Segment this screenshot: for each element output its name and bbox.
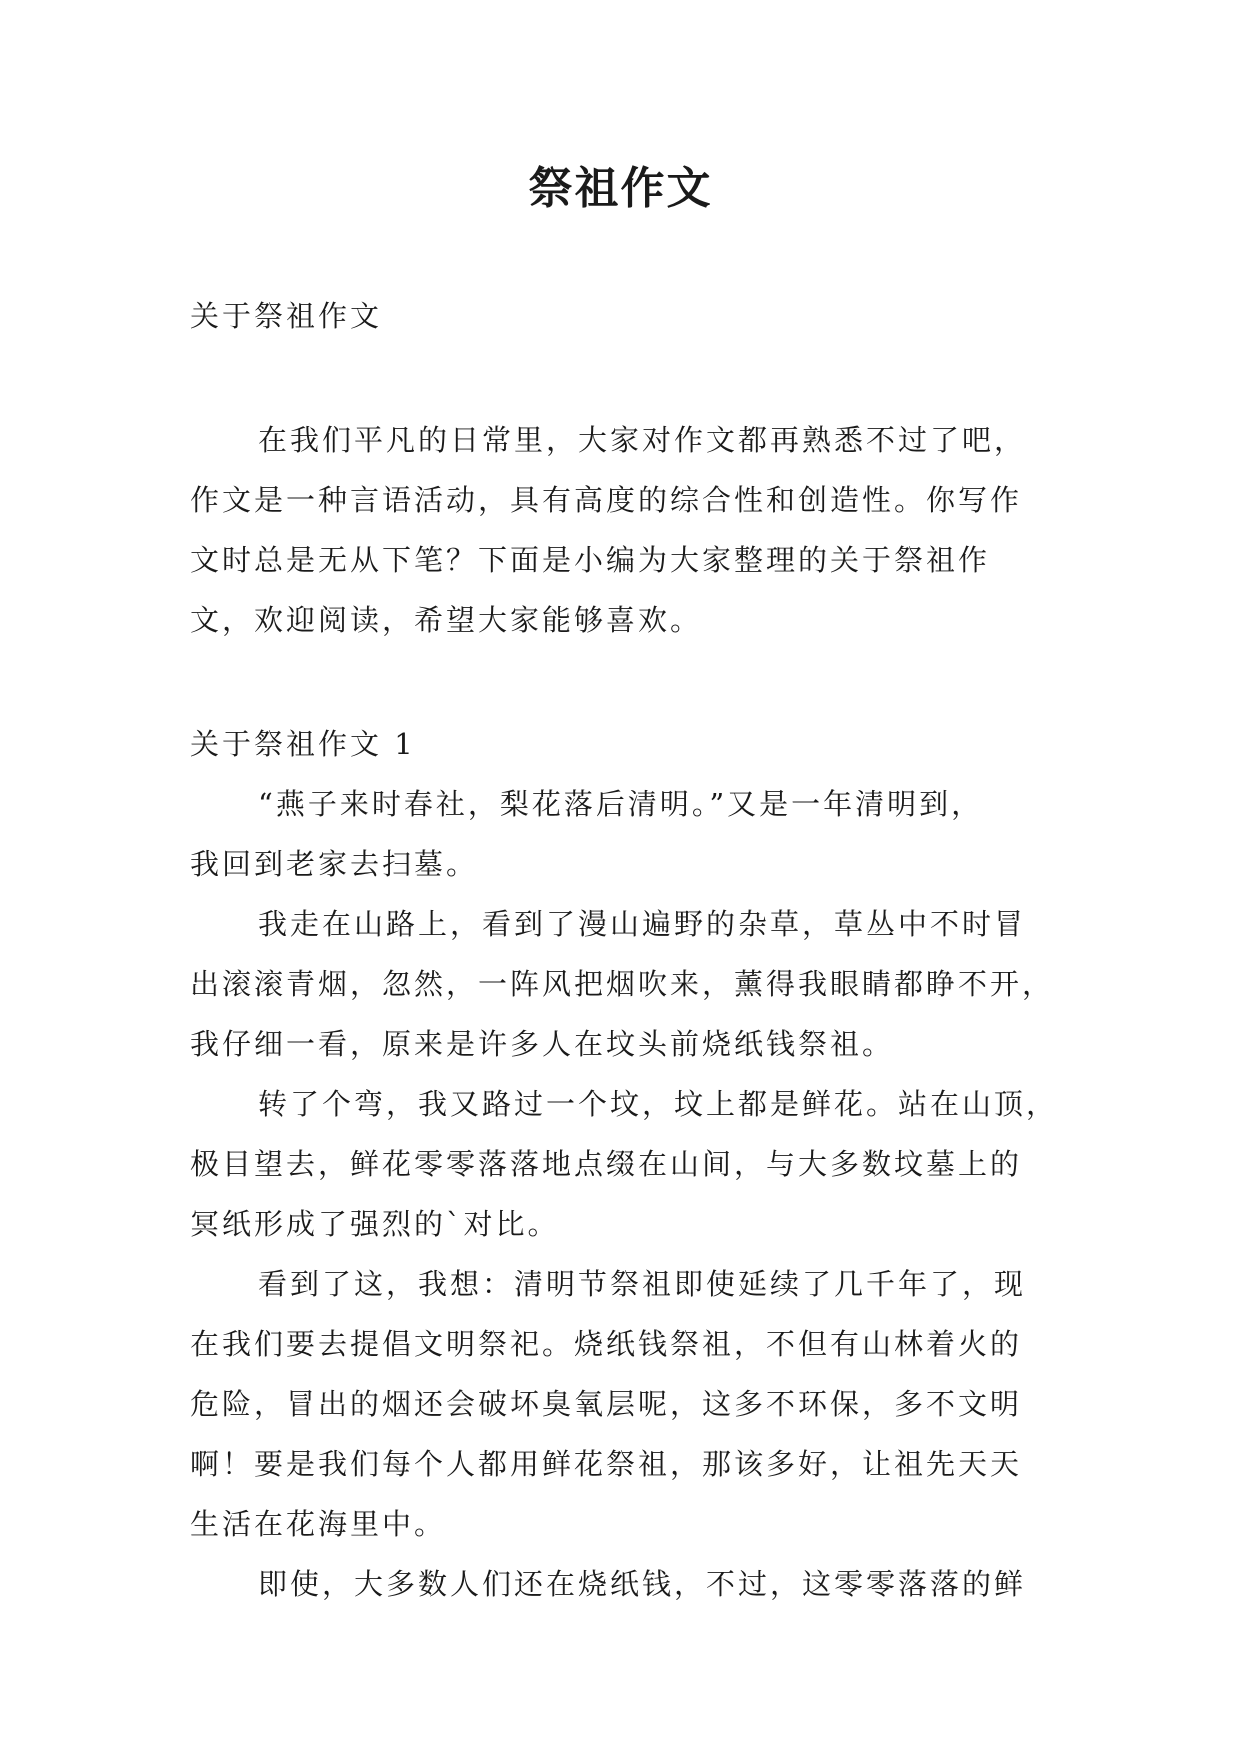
paragraph-line: 我走在山路上，看到了漫山遍野的杂草，草丛中不时冒 [258, 907, 1027, 941]
paragraph-line: 看到了这，我想：清明节祭祖即使延续了几千年了，现 [258, 1267, 1027, 1301]
intro-line: 作文是一种言语活动，具有高度的综合性和创造性。你写作 [190, 483, 1023, 517]
paragraph-line: 转了个弯，我又路过一个坟，坟上都是鲜花。站在山顶， [258, 1087, 1059, 1121]
paragraph-line: 啊！要是我们每个人都用鲜花祭祖，那该多好，让祖先天天 [190, 1447, 1023, 1481]
body-paragraph [190, 774, 1056, 894]
spacer [190, 650, 1056, 714]
intro-line: 在我们平凡的日常里，大家对作文都再熟悉不过了吧， [258, 423, 1027, 457]
paragraph-line: 极目望去，鲜花零零落落地点缀在山间，与大多数坟墓上的 [190, 1147, 1023, 1181]
paragraph-line: 在我们要去提倡文明祭祀。烧纸钱祭祖，不但有山林着火的 [190, 1327, 1023, 1361]
body-paragraph [190, 894, 1056, 1074]
spacer [190, 346, 1056, 410]
section-heading: 关于祭祖作文 1 [190, 727, 416, 761]
subtitle: 关于祭祖作文 [190, 299, 383, 333]
body-paragraph [190, 1074, 1059, 1254]
paragraph-line: “燕子来时春社，梨花落后清明。”又是一年清明到， [258, 787, 984, 821]
paragraph-line: 我回到老家去扫墓。 [190, 847, 479, 881]
paragraph-line: 我仔细一看，原来是许多人在坟头前烧纸钱祭祖。 [190, 1027, 895, 1061]
document-body [190, 286, 1059, 1614]
body-paragraph [190, 1254, 1056, 1554]
body-paragraph [190, 1554, 1056, 1614]
paragraph-line: 出滚滚青烟，忽然，一阵风把烟吹来，薰得我眼睛都睁不开， [190, 967, 1055, 1001]
paragraph-line: 冥纸形成了强烈的`对比。 [190, 1207, 560, 1241]
intro-paragraph [190, 410, 1056, 650]
paragraph-line: 危险，冒出的烟还会破坏臭氧层呢，这多不环保，多不文明 [190, 1387, 1023, 1421]
intro-line: 文，欢迎阅读，希望大家能够喜欢。 [190, 603, 703, 637]
paragraph-line: 即使，大多数人们还在烧纸钱，不过，这零零落落的鲜 [258, 1567, 1027, 1601]
document-title: 祭祖作文 [528, 163, 713, 214]
intro-line: 文时总是无从下笔？下面是小编为大家整理的关于祭祖作 [190, 543, 991, 577]
paragraph-line: 生活在花海里中。 [190, 1507, 447, 1541]
